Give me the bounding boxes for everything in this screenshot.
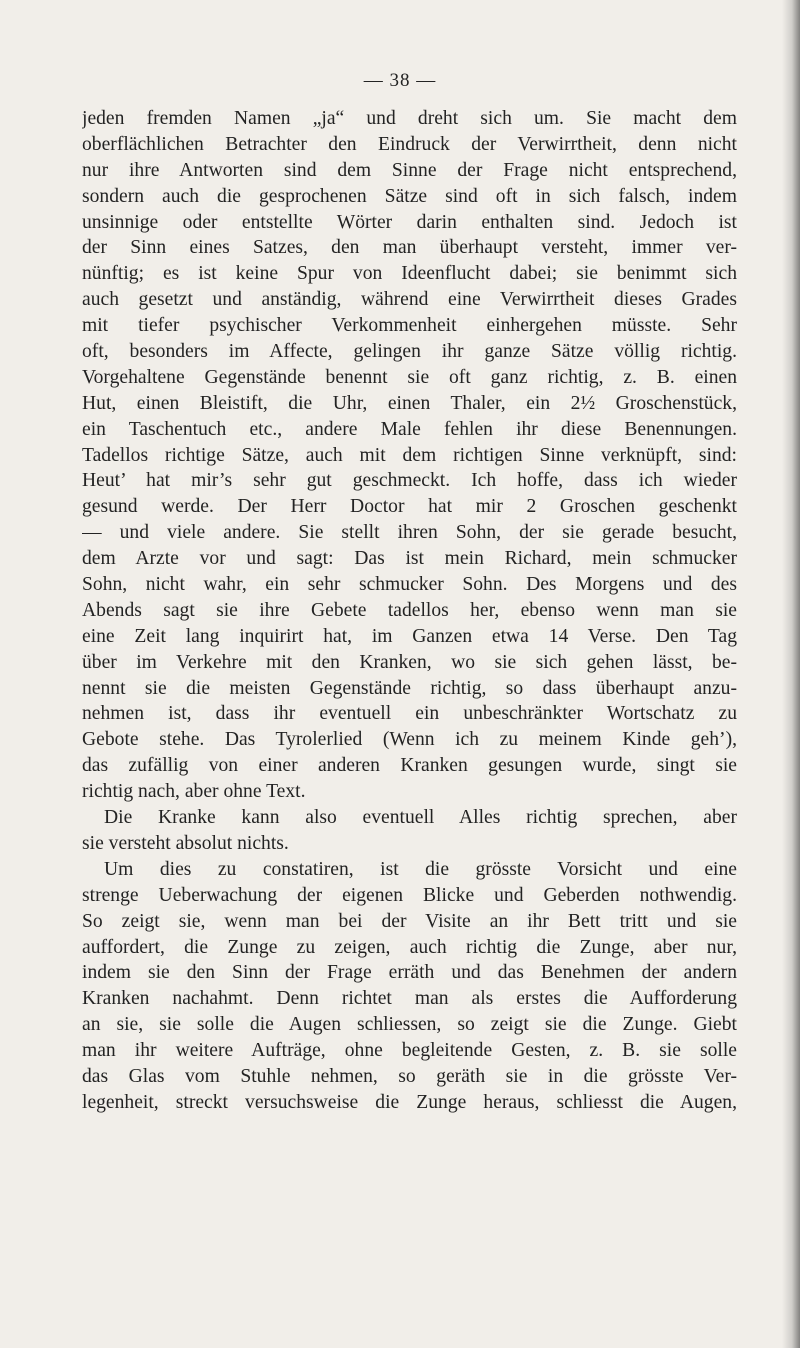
text-line: Hut, einen Bleistift, die Uhr, einen Thaler, ein 2½ Groschenstück, <box>82 392 737 414</box>
text-line: Abends sagt sie ihre Gebete tadellos her, ebenso wenn man sie <box>82 599 737 621</box>
text-line: mit tiefer psychischer Verkommenheit einhergehen müsste. Sehr <box>82 315 737 337</box>
text-line: nennt sie die meisten Gegenstände richtig, so dass überhaupt anzu- <box>82 677 737 699</box>
text-line: unsinnige oder entstellte Wörter darin enthalten sind. Jedoch ist <box>82 211 737 233</box>
text-line: — und viele andere. Sie stellt ihren Sohn, der sie gerade besucht, <box>82 522 737 544</box>
text-line: Vorgehaltene Gegenstände benennt sie oft ganz richtig, z. B. einen <box>82 366 737 388</box>
page-edge-shadow <box>782 0 800 1348</box>
text-line: auch gesetzt und anständig, während eine Verwirrtheit dieses Grades <box>82 289 737 311</box>
text-line: Die Kranke kann also eventuell Alles richtig sprechen, aber <box>104 807 737 829</box>
text-line: auffordert, die Zunge zu zeigen, auch richtig die Zunge, aber nur, <box>82 936 737 958</box>
text-line: man ihr weitere Aufträge, ohne begleitende Gesten, z. B. sie solle <box>82 1040 737 1062</box>
text-line: der Sinn eines Satzes, den man überhaupt versteht, immer ver- <box>82 237 737 259</box>
text-line: das Glas vom Stuhle nehmen, so geräth sie in die grösste Ver- <box>82 1065 737 1087</box>
text-line: Heut’ hat mir’s sehr gut geschmeckt. Ich hoffe, dass ich wieder <box>82 470 737 492</box>
text-line: nünftig; es ist keine Spur von Ideenflucht dabei; sie benimmt sich <box>82 263 737 285</box>
text-line: ein Taschentuch etc., andere Male fehlen ihr diese Benennungen. <box>82 418 737 440</box>
text-line: eine Zeit lang inquirirt hat, im Ganzen etwa 14 Verse. Den Tag <box>82 625 737 647</box>
text-line: sie versteht absolut nichts. <box>82 832 289 854</box>
text-line: Tadellos richtige Sätze, auch mit dem richtigen Sinne verknüpft, sind: <box>82 444 737 466</box>
text-line: gesund werde. Der Herr Doctor hat mir 2 Groschen geschenkt <box>82 496 737 518</box>
text-line: sondern auch die gesprochenen Sätze sind oft in sich falsch, indem <box>82 185 737 207</box>
text-line: Kranken nachahmt. Denn richtet man als erstes die Aufforderung <box>82 988 737 1010</box>
text-line: dem Arzte vor und sagt: Das ist mein Richard, mein schmucker <box>82 548 737 570</box>
text-line: Um dies zu constatiren, ist die grösste Vorsicht und eine <box>104 858 737 880</box>
text-line: nur ihre Antworten sind dem Sinne der Frage nicht entsprechend, <box>82 159 737 181</box>
text-line: So zeigt sie, wenn man bei der Visite an ihr Bett tritt und sie <box>82 910 737 932</box>
page-number: — 38 — <box>363 70 437 91</box>
text-line: das zufällig von einer anderen Kranken gesungen wurde, singt sie <box>82 755 737 777</box>
text-line: legenheit, streckt versuchsweise die Zunge heraus, schliesst die Augen, <box>82 1091 737 1113</box>
text-line: an sie, sie solle die Augen schliessen, so zeigt sie die Zunge. Giebt <box>82 1014 737 1036</box>
text-line: richtig nach, aber ohne Text. <box>82 781 306 803</box>
text-line: indem sie den Sinn der Frage erräth und das Benehmen der andern <box>82 962 737 984</box>
text-line: oberflächlichen Betrachter den Eindruck der Verwirrtheit, denn nicht <box>82 133 737 155</box>
body-text <box>82 106 737 1116</box>
text-line: oft, besonders im Affecte, gelingen ihr ganze Sätze völlig richtig. <box>82 341 737 363</box>
text-line: nehmen ist, dass ihr eventuell ein unbeschränkter Wortschatz zu <box>82 703 737 725</box>
text-line: strenge Ueberwachung der eigenen Blicke und Geberden nothwendig. <box>82 884 737 906</box>
text-line: über im Verkehre mit den Kranken, wo sie sich gehen lässt, be- <box>82 651 737 673</box>
text-line: Gebote stehe. Das Tyrolerlied (Wenn ich zu meinem Kinde geh’), <box>82 729 737 751</box>
text-line: jeden fremden Namen „ja“ und dreht sich um. Sie macht dem <box>82 108 737 129</box>
text-line: Sohn, nicht wahr, ein sehr schmucker Sohn. Des Morgens und des <box>82 574 737 596</box>
